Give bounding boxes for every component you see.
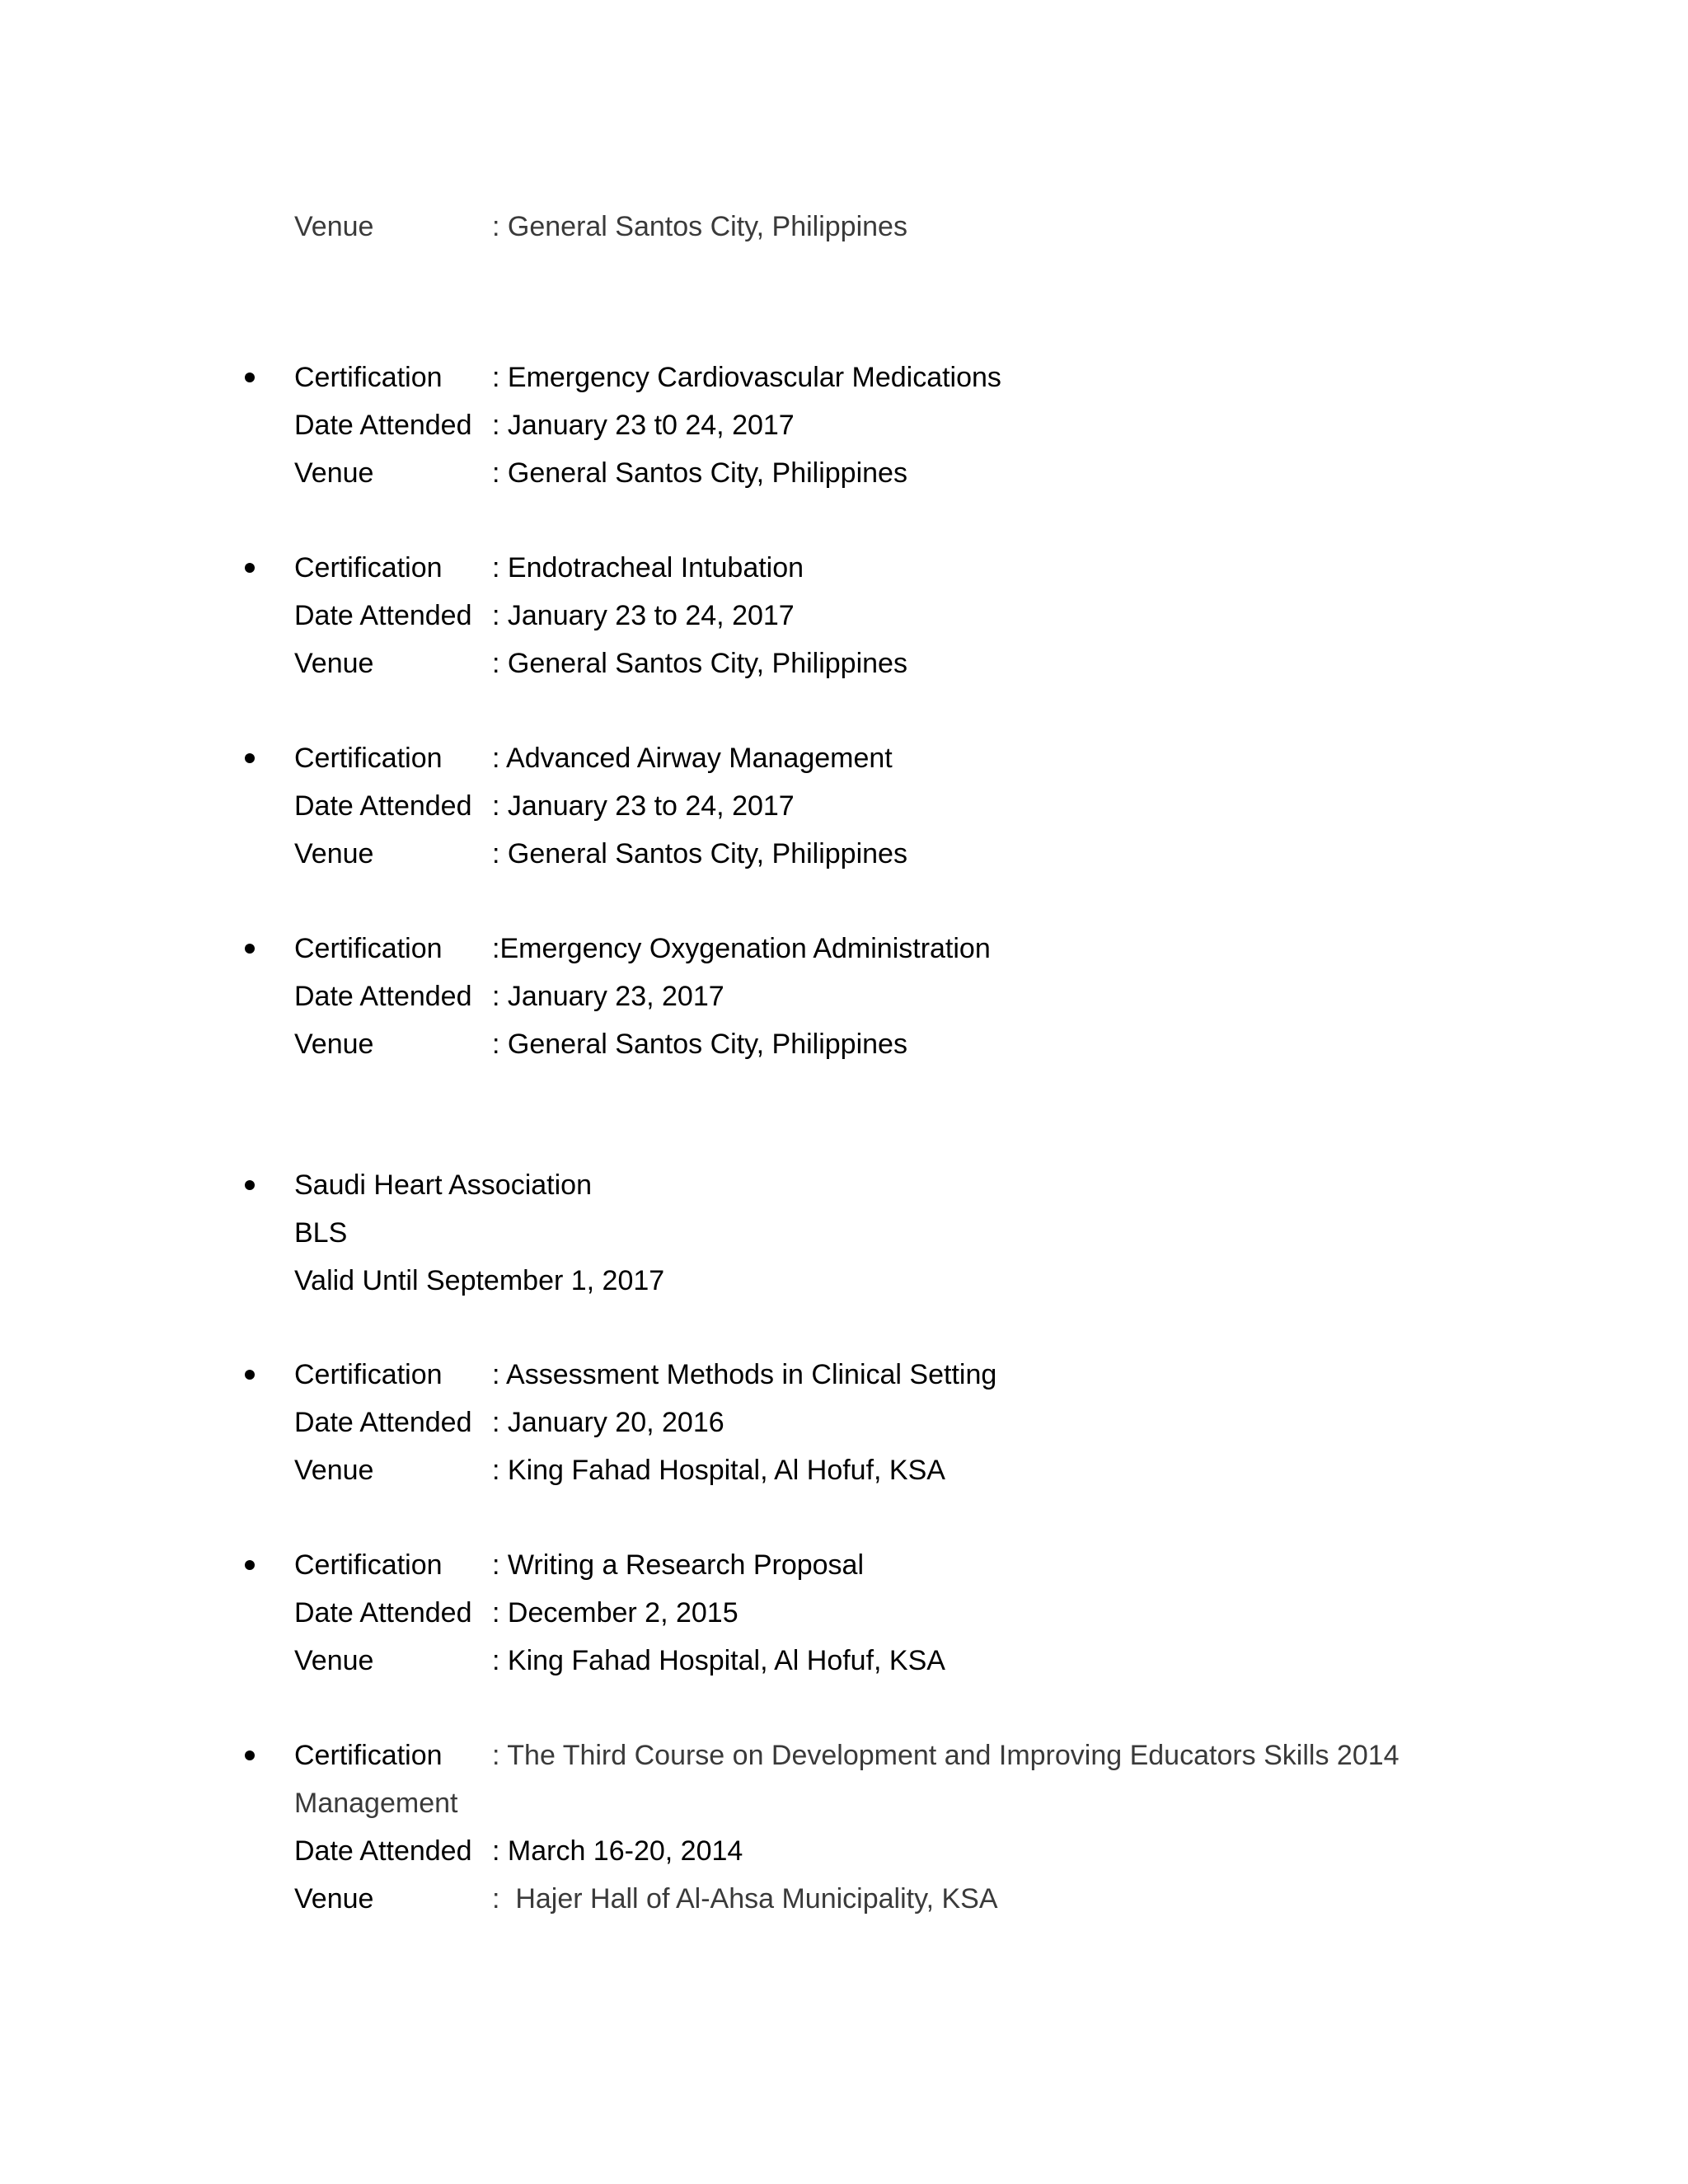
certification-value: :Emergency Oxygenation Administration [492,933,991,964]
date-label: Date Attended [294,1597,472,1629]
date-line [294,972,724,1020]
venue-value: : King Fahad Hospital, Al Hofuf, KSA [492,1455,945,1486]
certification-value: : Assessment Methods in Clinical Setting [492,1359,997,1390]
bullet-icon [245,1180,255,1190]
venue-line [294,1875,998,1923]
bullet-icon [245,1560,255,1570]
certification-value: : Endotracheal Intubation [492,552,804,583]
venue-line [294,1446,945,1494]
bullet-icon [245,563,255,573]
certification-line [294,544,804,592]
date-value: : January 23 t0 24, 2017 [492,410,795,441]
certification-value: : Emergency Cardiovascular Medications [492,362,1001,393]
date-value: : January 23, 2017 [492,981,724,1012]
venue-value: : King Fahad Hospital, Al Hofuf, KSA [492,1645,945,1676]
certification-value-continued: Management [294,1788,458,1819]
certification-label: Certification [294,1740,443,1771]
date-line [294,401,795,449]
certification-value: : Writing a Research Proposal [492,1549,865,1581]
certification-label: Certification [294,743,443,774]
certification-line [294,354,1001,401]
date-label: Date Attended [294,410,472,441]
venue-label: Venue [294,838,374,869]
venue-value: : General Santos City, Philippines [492,211,907,242]
association-name: Saudi Heart Association [294,1169,592,1201]
certification-label: Certification [294,1549,443,1581]
date-value: : January 23 to 24, 2017 [492,790,795,822]
date-line [294,1827,743,1875]
certification-label: Certification [294,933,443,964]
venue-line [294,830,907,878]
top-venue-line [294,203,907,251]
bullet-icon [245,944,255,954]
date-line [294,782,795,830]
date-value: : March 16-20, 2014 [492,1835,743,1867]
date-line [294,1399,724,1446]
venue-label: Venue [294,1883,374,1915]
certification-label: Certification [294,1359,443,1390]
venue-label: Venue [294,457,374,489]
date-value: : January 23 to 24, 2017 [492,600,795,631]
bullet-icon [245,1750,255,1760]
bullet-icon [245,373,255,382]
date-line [294,1589,738,1637]
date-label: Date Attended [294,600,472,631]
bullet-icon [245,753,255,763]
venue-value: : General Santos City, Philippines [492,648,907,679]
date-label: Date Attended [294,1407,472,1438]
date-value: : January 20, 2016 [492,1407,724,1438]
venue-value: : Hajer Hall of Al-Ahsa Municipality, KSA [492,1883,998,1915]
venue-line [294,449,907,497]
certification-value: : Advanced Airway Management [492,743,893,774]
bullet-icon [245,1370,255,1380]
certification-label: Certification [294,362,443,393]
venue-label: Venue [294,1645,374,1676]
venue-value: : General Santos City, Philippines [492,838,907,869]
date-label: Date Attended [294,1835,472,1867]
venue-label: Venue [294,1455,374,1486]
certification-value: : The Third Course on Development and Improving Educators Skills 2014 [492,1740,1400,1771]
venue-line [294,640,907,687]
venue-value: : General Santos City, Philippines [492,457,907,489]
certification-label: Certification [294,552,443,583]
venue-label: Venue [294,648,374,679]
date-line [294,592,795,640]
certification-line [294,1541,864,1589]
venue-label: Venue [294,211,374,242]
venue-line [294,1637,945,1685]
date-value: : December 2, 2015 [492,1597,738,1629]
association-validity: Valid Until September 1, 2017 [294,1265,665,1296]
date-label: Date Attended [294,981,472,1012]
certification-line [294,925,991,972]
venue-label: Venue [294,1029,374,1060]
certification-line [294,734,893,782]
venue-value: : General Santos City, Philippines [492,1029,907,1060]
date-label: Date Attended [294,790,472,822]
venue-line [294,1020,907,1068]
certification-line [294,1351,996,1399]
association-course: BLS [294,1217,348,1249]
certification-line [294,1732,1400,1779]
